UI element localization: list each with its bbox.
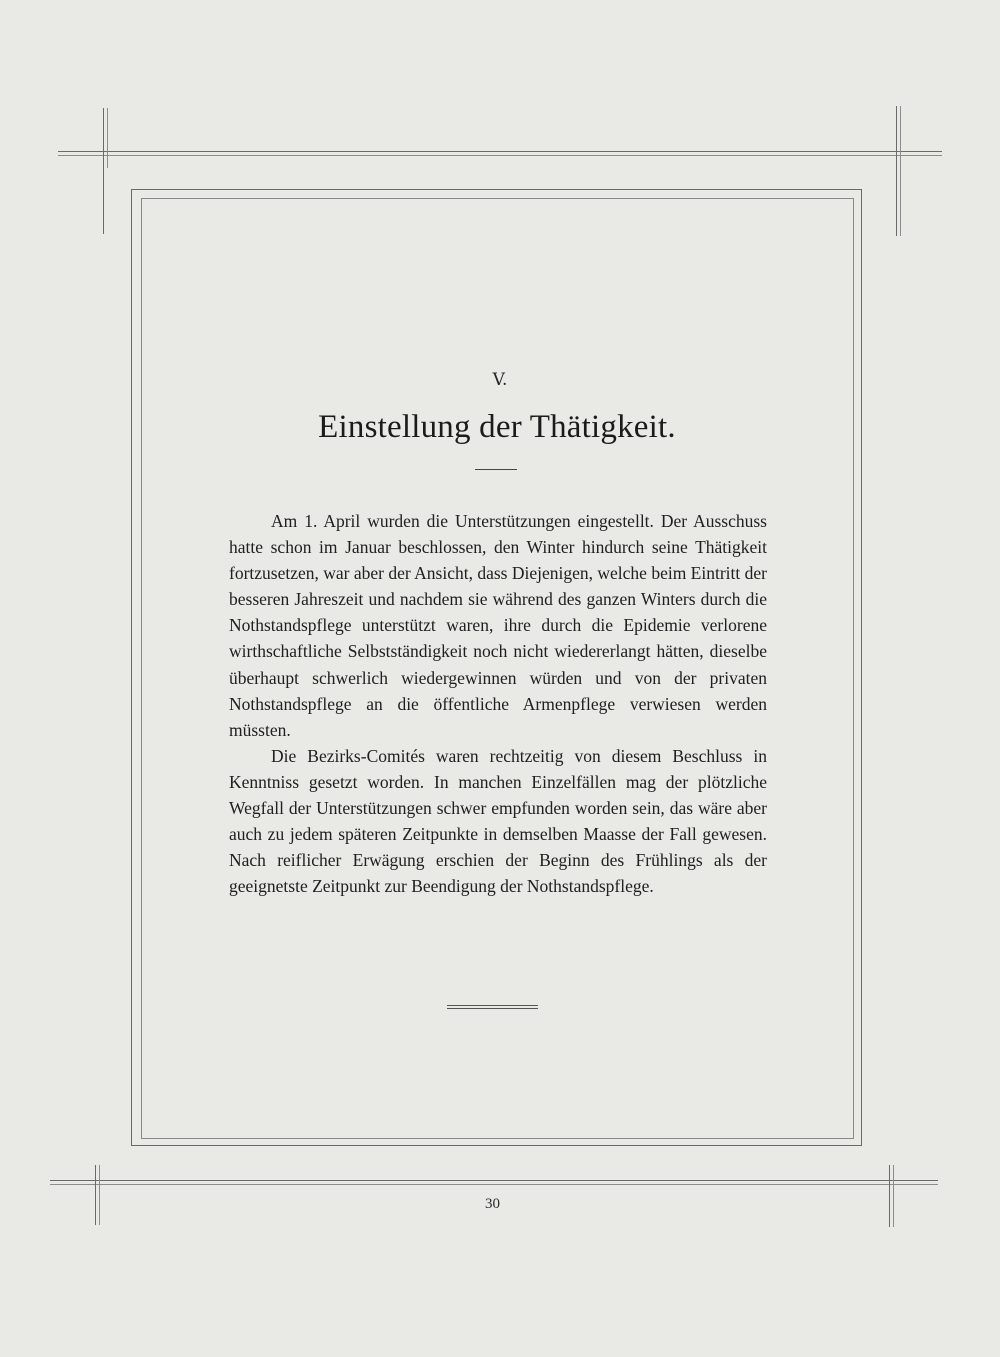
end-divider	[447, 1005, 538, 1006]
end-divider-second	[447, 1008, 538, 1009]
chapter-title: Einstellung der Thätigkeit.	[318, 409, 676, 445]
body-text	[229, 508, 767, 899]
right-crop-line	[896, 106, 897, 236]
bottom-rule-secondary	[50, 1184, 938, 1185]
left-crop-line-bottom-2	[99, 1165, 100, 1225]
page-number: 30	[485, 1196, 500, 1212]
right-crop-line-2	[900, 106, 901, 236]
bottom-rule	[50, 1180, 938, 1181]
top-rule-secondary	[58, 155, 942, 156]
paragraph: Am 1. April wurden die Unterstützungen eingestellt. Der Ausschuss hatte schon im Januar beschlossen, den Winter hindurch seine Thätigkeit fortzusetzen, war aber der Ansicht, dass Diejenigen, welche beim Eintritt der besseren Jahreszeit und nachdem sie während des ganzen Winters durch die Nothstandspflege unterstützt waren, ihre durch die Epidemie verlorene wirthschaftliche Selbstständigkeit noch nicht wiedererlangt hätten, dieselbe überhaupt schwerlich wiedergewinnen würden und von der privaten Nothstandspflege an die öffentliche Armenpflege verwiesen werden müssten.	[229, 511, 767, 740]
left-crop-line-bottom	[95, 1165, 96, 1225]
left-crop-line	[103, 108, 104, 234]
paragraph: Die Bezirks-Comités waren rechtzeitig von diesem Beschluss in Kenntniss gesetzt worden. In manchen Einzelfällen mag der plötzliche Wegfall der Unterstützungen schwer empfunden worden sein, das wäre aber auch zu jedem späteren Zeitpunkte in demselben Maasse der Fall gewesen. Nach reiflicher Erwägung erschien der Beginn des Frühlings als der geeignetste Zeitpunkt zur Beendigung der Nothstandspflege.	[229, 745, 767, 897]
left-crop-line-2	[107, 108, 108, 168]
chapter-number: V.	[492, 370, 508, 390]
title-divider	[475, 469, 517, 470]
top-rule	[58, 151, 942, 152]
